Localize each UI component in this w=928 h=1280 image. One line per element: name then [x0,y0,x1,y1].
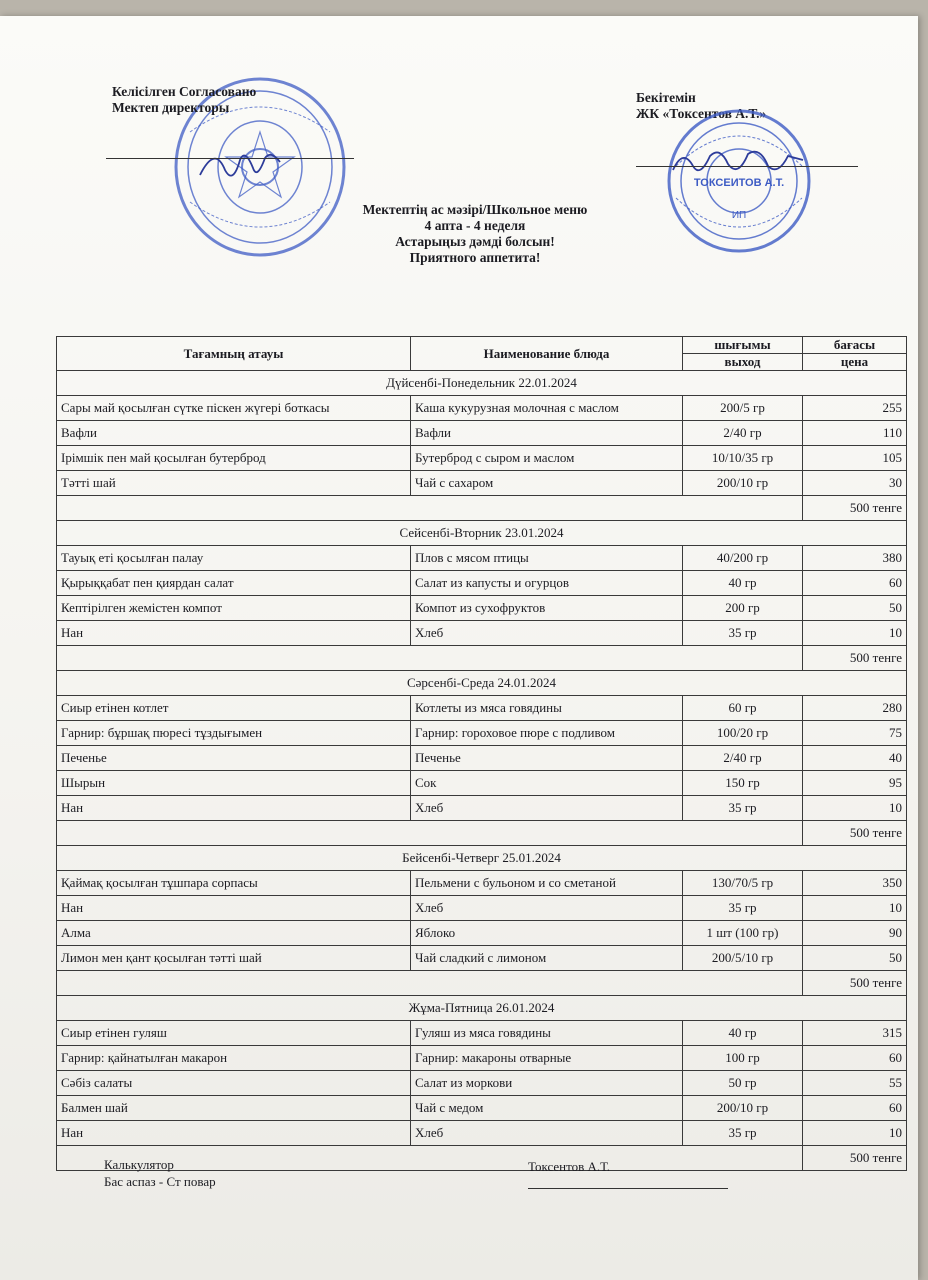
day-total-spacer [57,496,803,521]
dish-yield: 1 шт (100 гр) [683,921,803,946]
approval-right-line1: Бекітемін [636,90,696,105]
stamp-ip-text: ИП [731,210,747,221]
dish-name-kz: Қаймақ қосылған тұшпара сорпасы [57,871,411,896]
title-line1: Мектептің ас мәзірі/Школьное меню [362,202,588,217]
dish-name-ru: Плов с мясом птицы [411,546,683,571]
dish-yield: 200/5/10 гр [683,946,803,971]
dish-price: 60 [803,1046,907,1071]
dish-name-ru: Бутерброд с сыром и маслом [411,446,683,471]
dish-yield: 40 гр [683,571,803,596]
dish-price: 60 [803,571,907,596]
table-row [57,1096,907,1121]
day-header-row [57,371,907,396]
dish-yield: 150 гр [683,771,803,796]
dish-name-kz: Сәбіз салаты [57,1071,411,1096]
dish-name-kz: Печенье [57,746,411,771]
dish-name-ru: Пельмени с бульоном и со сметаной [411,871,683,896]
table-row [57,871,907,896]
dish-yield: 200/10 гр [683,1096,803,1121]
dish-name-kz: Гарнир: бұршақ пюресі тұздығымен [57,721,411,746]
dish-name-kz: Сиыр етінен гуляш [57,1021,411,1046]
document-page [0,16,918,1280]
dish-name-kz: Кептірілген жемістен компот [57,596,411,621]
dish-name-ru: Хлеб [411,796,683,821]
dish-name-kz: Шырын [57,771,411,796]
dish-name-kz: Тауық еті қосылған палау [57,546,411,571]
dish-price: 50 [803,596,907,621]
dish-yield: 35 гр [683,1121,803,1146]
dish-name-ru: Чай сладкий с лимоном [411,946,683,971]
table-row [57,946,907,971]
day-total: 500 тенге [803,496,907,521]
dish-name-ru: Гарнир: гороховое пюре с подливом [411,721,683,746]
dish-name-kz: Сары май қосылған сүтке піскен жүгері боткасы [57,396,411,421]
dish-price: 50 [803,946,907,971]
dish-yield: 2/40 гр [683,421,803,446]
header-name-ru: Наименование блюда [411,337,683,371]
dish-name-kz: Гарнир: қайнатылған макарон [57,1046,411,1071]
dish-yield: 200/10 гр [683,471,803,496]
dish-yield: 35 гр [683,621,803,646]
day-title: Бейсенбі-Четверг 25.01.2024 [57,846,907,871]
dish-price: 55 [803,1071,907,1096]
dish-price: 280 [803,696,907,721]
menu-table [56,336,907,1171]
dish-name-ru: Яблоко [411,921,683,946]
dish-name-ru: Сок [411,771,683,796]
table-row [57,696,907,721]
dish-price: 10 [803,796,907,821]
dish-yield: 35 гр [683,896,803,921]
title-line4: Приятного аппетита! [409,250,541,265]
dish-name-kz: Сиыр етінен котлет [57,696,411,721]
footer-roles [104,1156,216,1190]
owner-signature [668,142,808,182]
header-yield-ru: выход [683,354,803,371]
table-row [57,921,907,946]
dish-yield: 40 гр [683,1021,803,1046]
dish-name-ru: Каша кукурузная молочная с маслом [411,396,683,421]
table-row [57,446,907,471]
day-total: 500 тенге [803,1146,907,1171]
dish-name-kz: Вафли [57,421,411,446]
dish-yield: 10/10/35 гр [683,446,803,471]
table-row [57,1046,907,1071]
table-row [57,771,907,796]
day-total-row [57,821,907,846]
day-total: 500 тенге [803,821,907,846]
table-row [57,1071,907,1096]
day-title: Дүйсенбі-Понедельник 22.01.2024 [57,371,907,396]
dish-yield: 200/5 гр [683,396,803,421]
dish-yield: 100 гр [683,1046,803,1071]
dish-price: 315 [803,1021,907,1046]
dish-price: 350 [803,871,907,896]
day-header-row [57,671,907,696]
day-total-row [57,496,907,521]
day-header-row [57,996,907,1021]
document-title [300,202,650,266]
dish-name-ru: Котлеты из мяса говядины [411,696,683,721]
approval-right-line2: ЖК «Токсентов А.Т.» [636,106,767,121]
signature-line-left [106,158,354,159]
dish-name-kz: Нан [57,621,411,646]
dish-name-ru: Хлеб [411,896,683,921]
dish-price: 40 [803,746,907,771]
approval-left [112,84,256,116]
table-row [57,896,907,921]
dish-name-ru: Вафли [411,421,683,446]
day-total-row [57,646,907,671]
dish-price: 380 [803,546,907,571]
dish-name-kz: Нан [57,896,411,921]
dish-yield: 60 гр [683,696,803,721]
dish-name-ru: Салат из капусты и огурцов [411,571,683,596]
table-row [57,1021,907,1046]
dish-name-kz: Алма [57,921,411,946]
approval-left-line1: Келісілген Согласовано [112,84,257,99]
table-row [57,1121,907,1146]
signature-line-right [636,166,858,167]
table-row [57,746,907,771]
dish-price: 10 [803,621,907,646]
dish-name-kz: Нан [57,1121,411,1146]
dish-name-ru: Хлеб [411,621,683,646]
table-row [57,796,907,821]
table-row [57,546,907,571]
footer-role-1: Калькулятор [104,1157,174,1172]
day-title: Жұма-Пятница 26.01.2024 [57,996,907,1021]
day-total-spacer [57,646,803,671]
table-row [57,596,907,621]
day-total-row [57,971,907,996]
header-name-kz: Тағамның атауы [57,337,411,371]
dish-name-ru: Гуляш из мяса говядины [411,1021,683,1046]
dish-yield: 35 гр [683,796,803,821]
day-total-spacer [57,821,803,846]
dish-yield: 2/40 гр [683,746,803,771]
dish-name-ru: Компот из сухофруктов [411,596,683,621]
header-price-kz: бағасы [803,337,907,354]
dish-name-ru: Чай с медом [411,1096,683,1121]
dish-name-ru: Печенье [411,746,683,771]
day-total: 500 тенге [803,646,907,671]
dish-price: 10 [803,1121,907,1146]
footer-role-2: Бас аспаз - Ст повар [104,1174,216,1189]
header-price-ru: цена [803,354,907,371]
dish-name-ru: Чай с сахаром [411,471,683,496]
table-row [57,421,907,446]
dish-yield: 40/200 гр [683,546,803,571]
dish-name-kz: Нан [57,796,411,821]
day-header-row [57,521,907,546]
dish-name-kz: Тәтті шай [57,471,411,496]
dish-price: 75 [803,721,907,746]
header-yield-kz: шығымы [683,337,803,354]
stamp-name-text: ТОКСЕИТОВ А.Т. [693,177,785,189]
table-row [57,621,907,646]
title-line3: Астарыңыз дәмді болсын! [395,234,555,249]
dish-price: 60 [803,1096,907,1121]
footer-signature-line [528,1188,728,1189]
dish-name-ru: Гарнир: макароны отварные [411,1046,683,1071]
director-signature [195,140,285,190]
dish-name-kz: Ірімшік пен май қосылған бутерброд [57,446,411,471]
dish-yield: 100/20 гр [683,721,803,746]
dish-yield: 200 гр [683,596,803,621]
dish-name-kz: Лимон мен қант қосылған тәтті шай [57,946,411,971]
day-title: Сейсенбі-Вторник 23.01.2024 [57,521,907,546]
day-total-spacer [57,971,803,996]
dish-yield: 130/70/5 гр [683,871,803,896]
menu-body [57,371,907,1171]
title-line2: 4 апта - 4 неделя [424,218,526,233]
dish-price: 90 [803,921,907,946]
table-row [57,721,907,746]
dish-price: 10 [803,896,907,921]
dish-name-kz: Қырыққабат пен қиярдан салат [57,571,411,596]
table-row [57,396,907,421]
dish-price: 95 [803,771,907,796]
dish-yield: 50 гр [683,1071,803,1096]
day-total: 500 тенге [803,971,907,996]
approval-left-line2: Мектеп директоры [112,100,230,115]
day-header-row [57,846,907,871]
dish-name-ru: Хлеб [411,1121,683,1146]
table-row [57,471,907,496]
dish-price: 105 [803,446,907,471]
dish-price: 30 [803,471,907,496]
table-row [57,571,907,596]
dish-price: 255 [803,396,907,421]
day-title: Сәрсенбі-Среда 24.01.2024 [57,671,907,696]
dish-price: 110 [803,421,907,446]
footer-name: Токсентов А.Т. [528,1159,611,1174]
dish-name-ru: Салат из моркови [411,1071,683,1096]
dish-name-kz: Балмен шай [57,1096,411,1121]
